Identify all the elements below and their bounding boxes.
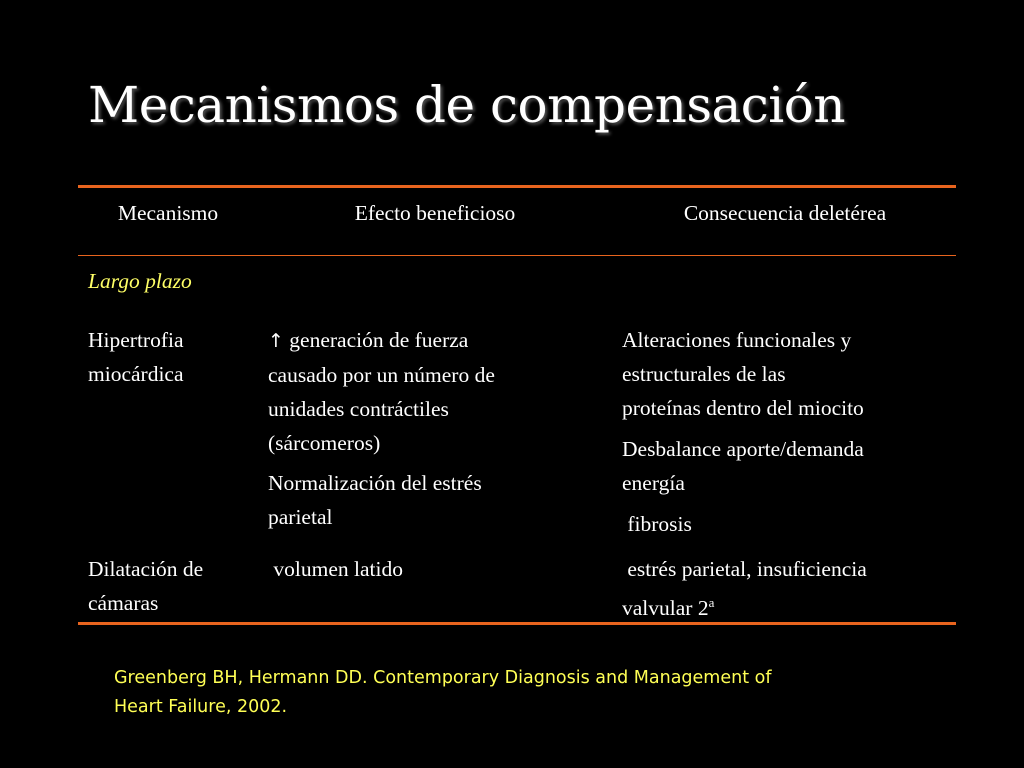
- up-arrow-icon: ↑: [268, 330, 284, 352]
- header-beneficial-effect: Efecto beneficioso: [354, 201, 516, 225]
- row-hypertrophy-benefit-2: Normalización del estrés parietal: [268, 471, 482, 529]
- row-dilation-consequence: estrés parietal, insuficiencia valvular 2$^a$: [622, 557, 867, 621]
- slide-title: Mecanismos de compensación: [88, 76, 846, 134]
- row-dilation-mechanism: Dilatación de cámaras: [88, 557, 204, 615]
- row-hypertrophy-mechanism: Hipertrofia miocárdica: [88, 328, 184, 386]
- table-top-rule: [78, 185, 956, 188]
- row-dilation-benefit: volumen latido: [268, 557, 403, 581]
- header-deleterious-consequence: Consecuencia deletérea: [683, 201, 887, 225]
- row-hypertrophy-consequence-2: Desbalance aporte/demanda energía: [622, 437, 864, 495]
- header-mechanism: Mecanismo: [117, 201, 219, 225]
- table-header-rule: [78, 255, 956, 256]
- row-hypertrophy-consequence: Alteraciones funcionales y estructurales de las proteínas dentro del miocito: [622, 328, 864, 420]
- row-hypertrophy-consequence-3: fibrosis: [622, 512, 692, 536]
- section-label-long-term: Largo plazo: [88, 269, 192, 293]
- citation: Greenberg BH, Hermann DD. Contemporary Diagnosis and Management of Heart Failure, 2002.: [114, 668, 772, 717]
- row-hypertrophy-benefit: ↑ generación de fuerza causado por un número de unidades contráctiles (sárcomeros): [268, 328, 495, 455]
- table-bottom-rule: [78, 622, 956, 625]
- superscript-a: a: [708, 595, 715, 610]
